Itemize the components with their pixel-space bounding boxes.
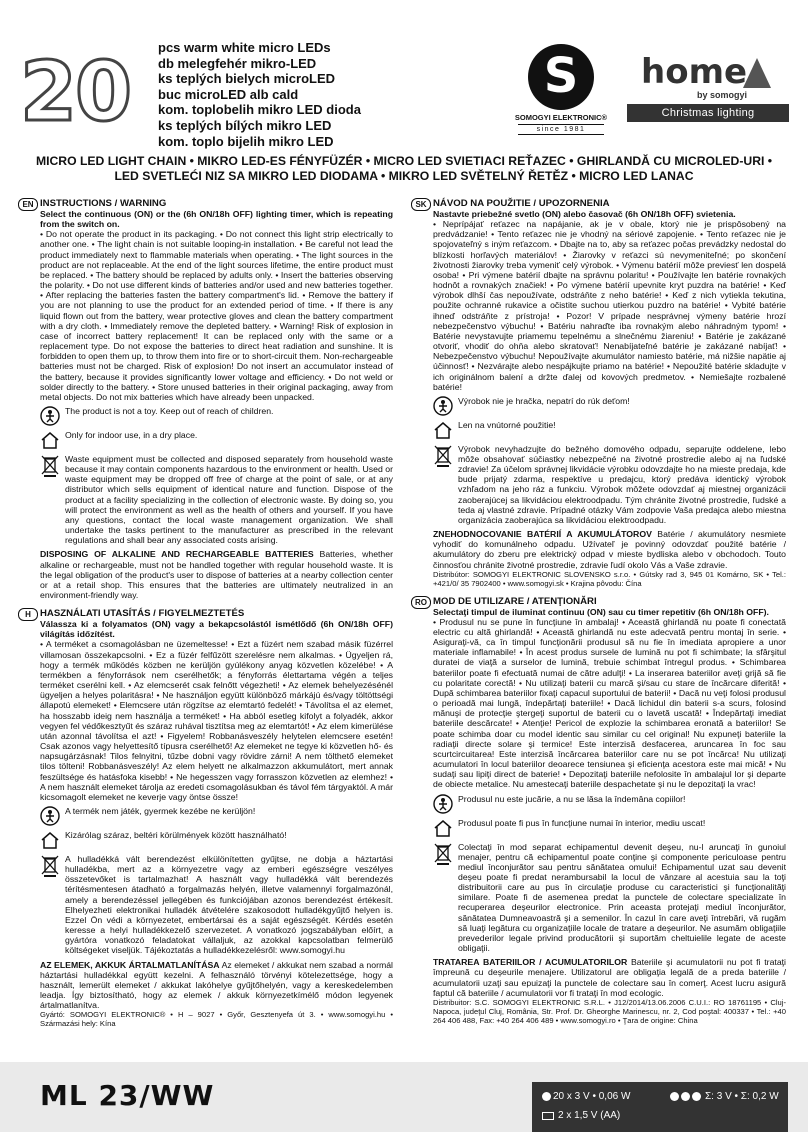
crossed-bin-icon	[40, 854, 60, 874]
toy-row	[40, 406, 393, 426]
disposal-heading: TRATAREA BATERIILOR / ACUMULATORILOR	[433, 957, 628, 968]
indoor-row	[433, 420, 786, 440]
section-sk	[415, 198, 786, 588]
indoor-text: Kizárólag száraz, beltéri körülmények között használható!	[65, 829, 287, 840]
house-icon	[433, 420, 453, 440]
somogyi-name: SOMOGYI ELEKTRONIC®	[514, 113, 608, 122]
section-heading: MOD DE UTILIZARE / ATENŢIONĂRI	[433, 595, 597, 607]
waste-row	[433, 444, 786, 525]
model-number: ML 23/WW	[40, 1079, 215, 1112]
section-lead: Selectaţi timpul de iluminat continuu (ON) sau cu timer repetitiv (6h ON/18h OFF).	[433, 606, 769, 617]
spec-total-text: Σ: 3 V • Σ: 0,2 W	[705, 1091, 779, 1102]
spec-led	[542, 1091, 630, 1102]
child-icon	[433, 396, 453, 416]
spec-total	[670, 1091, 779, 1102]
somogyi-logo	[508, 44, 614, 135]
indoor-row	[40, 830, 393, 850]
home-by: by somogyi	[697, 90, 748, 100]
indoor-text: Produsul poate fi pus în funcţiune numai în interior, mediu uscat!	[458, 817, 706, 828]
tree-icon	[743, 58, 771, 88]
spec-led-text: 20 x 3 V • 0,06 W	[553, 1091, 631, 1102]
maker-info: Gyártó: SOMOGYI ELEKTRONIC® • H – 9027 • Győr, Gesztenyefa út 3. • www.somogyi.hu • Származási hely: Kína	[40, 1010, 393, 1029]
section-heading: HASZNÁLATI UTASÍTÁS / FIGYELMEZTETÉS	[40, 608, 245, 620]
toy-row	[433, 794, 786, 814]
disposal-heading: AZ ELEMEK, AKKUK ÁRTALMATLANÍTÁSA	[40, 959, 220, 970]
crossed-bin-icon	[433, 842, 453, 862]
disposal-paragraph	[433, 529, 786, 570]
spec-battery-text: 2 x 1,5 V (AA)	[558, 1110, 621, 1121]
bulb-icon	[670, 1092, 679, 1101]
crossed-bin-icon	[433, 444, 453, 464]
headline	[20, 154, 788, 184]
waste-text: Waste equipment must be collected and disposed separately from household waste because it may contain components hazardous to the environment or health. Used or waste equipment may be dropped off free of charge at the point of sale, or at any distributor which sells equipment of identical nature and function. Dispose of the product at a facility specializing in the collection of electronic waste. By doing so, you will protect the environment as well as the health of others and yourself. If you have any questions, contact the local waste management organization. We shall undertake the tasks pertinent to the manufacturer as prescribed in the relevant regulations and shall bear any associated costs arising.	[65, 453, 393, 546]
left-column	[22, 198, 393, 1029]
section-body: • Produsul nu se pune în funcţiune în ambalaj! • Această ghirlandă nu poate fi conectată electric cu altă ghirlandă! • Această ghirlandă nu este adecvată pentru montaj în serie. • Asiguraţi-vă, ca în timpul funcţionării produsul să nu fie în imediata apropiere a unor materiale inflamabile! • În acest produs sursele de lumină nu pot fi schimbate; la sfârşitul duratei de viaţă a surselor de lumină, trebuie schimbat întregul produs. • Schimbarea bateriilor poate fi efectuată numai de către adulţi! • La inserarea bateriilor aveţi grijă să fie cu polaritate corectă! • Nu utilizaţi baterii cu marcă şi/sau cu stare de încărcare diferită! • După schimbarea bateriilor fixaţi capacul suportului de baterii! • Dacă nu veţi folosi produsul o perioadă mai lungă, îndepărtaţi bateriile! • Dacă lichidul din baterii s-a scurs, folosind mănuşi de protecţie ştergeţi suportul de baterii cu o lavetă uscată! • Îndepărtaţi imediat bateriile descărcate! • Atenţie! Pericol de explozie la schimbarea eronată a bateriilor! Se poate schimba doar cu model identic sau similar cu cel original! Nu expuneţi bateriile la radiaţii directe solare şi termice! Este interzisă desfacerea, aruncarea în foc sau scurtcircuitarea! Este interzisă încărcarea bateriilor care nu se pot încărca! Nu utilizaţi acumulatori în locul bateriilor deoarece tensiunea şi eficienţa acestora este mai mică! • Nu sudaţi sau lipiţi direct de baterie! • Depozitaţi bateriile nefolosite în ambalajul lor şi departe de obiecte metalice. Nu amestecaţi bateriile despachetate şi nu le depozitaţi la vrac!	[433, 616, 786, 790]
somogyi-s-icon: S	[528, 44, 594, 110]
toy-text: Produsul nu este jucărie, a nu se lăsa la îndemâna copiilor!	[458, 793, 686, 804]
section-heading: NÁVOD NA POUŽITIE / UPOZORNENIA	[433, 198, 610, 209]
section-lead: Select the continuous (ON) or the (6h ON/18h OFF) lighting timer, which is repeating from the switch on.	[40, 209, 393, 230]
disposal-text: Batérie / akumulátory nesmiete vyhodiť do komunálneho odpadu. Užívateľ je povinný odovzdať použité batérie / akumulátory do zberu pre elektrický odpad v mieste bydliska alebo v obchodoch. Touto činnosťou chránite životné prostredie, zdravie ľudí okolo Vás a Vaše zdravie.	[433, 529, 786, 570]
waste-row	[40, 454, 393, 545]
section-lead: Nastavte priebežné svetlo (ON) alebo časovač (6h ON/18h OFF) svietenia.	[433, 209, 736, 219]
disposal-paragraph	[40, 549, 393, 600]
disposal-heading: DISPOSING OF ALKALINE AND RECHARGEABLE BATTERIES	[40, 549, 314, 560]
headline-line: MICRO LED LIGHT CHAIN • MIKRO LED-ES FÉNYFÜZÉR • MICRO LED SVIETIACI REŤAZEC • GHIRLANDĂ CU MICROLED-URI •	[35, 154, 773, 168]
waste-row	[40, 854, 393, 956]
spec-battery	[542, 1110, 620, 1121]
disposal-text: Bateriile şi acumulatorii nu pot fi trataţi împreună cu deşeurile menajere. Utilizatorul are obligaţia legală de a preda bateriile / acumulatorii uzaţi sau epuizaţi la punctele de colectare sau în comerţ. Acest lucru asigură faptul că bateriile / acumulatorii vor fi trataţi în mod ecologic.	[433, 957, 786, 998]
toy-text: A termék nem játék, gyermek kezébe ne kerüljön!	[65, 805, 256, 816]
title-line: db melegfehér mikro-LED	[158, 55, 317, 71]
section-hu	[25, 608, 393, 1029]
house-icon	[40, 430, 60, 450]
title-line: buc microLED alb cald	[158, 86, 299, 102]
toy-row	[40, 806, 393, 826]
title-line: pcs warm white micro LEDs	[158, 40, 331, 55]
title-line: kom. toplo bijelih mikro LED	[158, 133, 334, 149]
waste-text: A hulladékká vált berendezést elkülönítetten gyűjtse, ne dobja a háztartási hulladékba, mert az a környezetre vagy az emberi egészségre veszélyes összetevőket is tartalmazhat! A használt vagy hulladékká vált berendezés térítésmentesen átadható a forgalmazás helyén, illetve valamennyi forgalmazónál, amely a berendezéssel jellegében és funkciójában azonos berendezést értékesít. Elhelyezheti elektronikai hulladék átvételére szakosodott hulladékgyűjtő helyen is. Ezzel Ön védi a környezetet, embertársai és a saját egészségét. Kérdés esetén keresse a helyi hulladékkezelő szervezetet. A vonatkozó jogszabályban előírt, a gyártóra vonatkozó feladatokat vállaljuk, az azokkal kapcsolatban felmerülő költségeket viseljük. Tájékoztatás a hulladékkezelésről: www.somogyi.hu	[65, 853, 393, 956]
section-en	[22, 198, 393, 600]
maker-info: Distribútor: SOMOGYI ELEKTRONIC SLOVENSKO s.r.o. • Gútsky rad 3, 945 01 Komárno, SK • Tel.: +421/0/ 35 7902400 • www.somogyi.sk • Krajina pôvodu: Čína	[433, 569, 786, 588]
child-icon	[40, 406, 60, 426]
product-titles	[158, 40, 361, 149]
house-icon	[433, 818, 453, 838]
bulb-icon	[692, 1092, 701, 1101]
waste-text: Výrobok nevyhadzujte do bežného domového odpadu, separujte oddelene, lebo môže obsahovať súčiastky nebezpečné na životné prostredie alebo aj na ľudské zdravie! Za účelom správnej likvidácie výrobku odovzdajte ho na mieste predaja, kde bude prijatý zdarma, respektíve u predajcu, ktorý predáva identický výrobok vzhľadom na jeho ráz a funkciu. Výrobok môžete odovzdať aj miestnej organizácii zaoberajúcej sa likvidáciou elektroodpadu. Tým chránite životné prostredie, ľudské a teda aj vlastné zdravie. Prípadné otázky Vám zodpovie Vaša predajca alebo miestna organizácia zaoberajúca sa likvidáciou elektroodpadu.	[458, 443, 786, 525]
home-logo	[627, 52, 789, 122]
waste-row	[433, 842, 786, 954]
title-line: kom. toplobelih mikro LED dioda	[158, 102, 361, 118]
disposal-text: Az elemeket / akkukat nem szabad a normál háztartási hulladékkal együtt kezelni. A felhasználó törvényi kötelezettsége, hogy a használt, lemerült elemeket / akkukat lakóhelye gyűjtőhelyén, vagy a kereskedelemben leadja. Így biztosítható, hogy az elemek / akkuk környezetkímélő módon legyenek ártalmatlanítva.	[40, 959, 393, 1011]
disposal-heading: ZNEHODNOCOVANIE BATÉRIÍ A AKUMULÁTOROV	[433, 529, 652, 540]
right-column	[415, 198, 786, 1025]
spec-box	[532, 1082, 788, 1132]
child-icon	[40, 806, 60, 826]
section-body: • Do not operate the product in its packaging. • Do not connect this light strip electrically to another one. • The light chain is not suitable looping-in installation. • Be careful not lead the product immediately next to flammable materials when operating. • The light sources in the product are not replaceable. At the end of the light sources lifetime, the entire product must be replaced. • The battery should be replaced by adults only. • Insert the batteries observing the polarity. • Do not use different kinds of batteries and/or used and new batteries together. • After replacing the batteries fasten the battery compartment's lid. • Remove the battery if you are not planning to use the product for an extended period of time. • If there is any liquid flown out from the battery, wear protective gloves and clean the battery compartment with a dry cloth. • Immediately remove the depleted battery. • Warning! Risk of explosion in case of incorrect battery replacement! It can be replaced only with the same or a replacement type. Do not expose the batteries to direct heat radiation and sunshine. It is forbidden to open them up, to throw them into fire or to short-circuit them. Non-rechargeable batteries must not be charged. Risk of explosion! Do not insert an accumulator instead of the battery, because it provides significantly lower voltage and efficiency. • Do not weld or solder directly to the battery. • Store unused batteries in their original packaging, away from metal objects. Do not mix batteries which have already been unpacked.	[40, 229, 393, 402]
section-lead: Válassza ki a folyamatos (ON) vagy a bekapcsolástól ismétlődő (6h ON/18h OFF) világítás időzítést.	[40, 619, 393, 640]
indoor-text: Only for indoor use, in a dry place.	[65, 429, 198, 440]
section-ro	[415, 595, 786, 1025]
house-icon	[40, 830, 60, 850]
home-tagline: Christmas lighting	[627, 104, 789, 122]
section-heading: INSTRUCTIONS / WARNING	[40, 198, 167, 209]
lang-badge-hu: H	[18, 608, 38, 621]
title-line: ks teplých bielych microLED	[158, 71, 336, 87]
crossed-bin-icon	[40, 454, 60, 474]
disposal-paragraph	[433, 957, 786, 998]
somogyi-since: since 1981	[518, 124, 604, 135]
disposal-text: Batteries, whether alkaline or rechargeable, must not be handled together with regular household waste. It is the legal obligation of the product's user to dispose of batteries at a nearby collection center or at a retail shop. This ensures that the batteries are ultimately neutralized in an environment-friendly way.	[40, 549, 393, 600]
lang-badge-ro: RO	[411, 596, 431, 609]
toy-text: The product is not a toy. Keep out of reach of children.	[65, 405, 274, 416]
indoor-text: Len na vnútorné použitie!	[458, 419, 556, 430]
lang-badge-en: EN	[18, 198, 38, 211]
bulb-icon	[681, 1092, 690, 1101]
title-line: ks teplých bílých mikro LED	[158, 117, 332, 133]
header	[0, 0, 808, 150]
section-body: • A terméket a csomagolásban ne üzemeltesse! • Ezt a füzért nem szabad másik füzérrel villamosan összekapcsolni. • Ez a füzér felfűzött szerelésre nem alkalmas. • Ügyeljen rá, hogy a termék működés közben ne kerüljön gyúlékony anyag közvetlen közelébe! • A termékben a fényforrások nem cserélhetők; a fényforrás élettartama végén a teljes terméket cserélni kell. • Az elemcserét csak felnőtt végezheti! • Az elemek behelyezésénél ügyeljen a helyes polaritásra! • Ne használjon együtt különböző márkájú és/vagy töltöttségi állapotú elemeket! • Elemcsere után rögzítse az elemtartó fedelét! • Távolítsa el az elemet, ha hosszabb ideig nem használja a terméket! • Ha abból esetleg kifolyt a folyadék, akkor vegyen fel védőkesztyűt és száraz ruhával tisztítsa meg az elemtartót! • Az elem kimerülése után azonnal távolítsa el azt! • Figyelem! Robbanásveszély helytelen elemcsere esetén! Csak azonos vagy helyettesítő típusra cserélhető! Az elemeket ne tegye ki közvetlen hő- és napsugárzásnak! Tilos felnyitni, tűzbe dobni vagy rövidre zárni! A nem tölthető elemeket tilos tölteni! Robbanásveszély! Az elem helyett ne alkalmazzon akkumulátort, mert annak feszültsége és hatásfoka kisebb! • Ne hegesszen vagy forrasszon közvetlen az elemhez! • A nem használt elemeket tárolja az eredeti csomagolásukban és távol fém tárgyaktól. A már kicsomagolt elemeket ne keverje vagy öntse össze!	[40, 639, 393, 802]
section-body: • Neprípájať reťazec na napájanie, ak je v obale, ktorý nie je prispôsobený na predvádzanie! • Tento reťazec nie je vhodný na sériové zapojenie. • Tento reťazec nie je spojovateľný s iným reťazcom. • Dbajte na to, aby sa reťazec počas prevádzky nedostal do blízkosti horľavých materiálov! • Žiarovky v reťazci sú nevymeniteľné; po skončení životnosti žiarovky treba vymeniť celý výrobok. • Výmenu batérií môže previesť len dospelá osoba! • Pri výmene batérií dbajte na správnu polaritu! • Používajte len batérie rovnakých hodnôt a rovnakých značiek! • Po výmene batérií upevnite kryt puzdra na batérie! • Keď výrobok dlhší čas nepoužívate, odstráňte z neho batérie! • Keď z nich vytiekla tekutina, použite ochranné rukavice a očistite suchou utierkou puzdro na batérie! • Vybité batérie ihneď odstráňte z prístroja! • Pozor! V prípade nesprávnej výmeny batérie hrozí nebezpečenstvo výbuchu! • Batériu nahraďte iba rovnakým alebo náhradným typom! • Batérie nevystavujte priamemu tepelnému a slnečnému žiareniu! • Batérie je zakázané otvoriť, vhodiť do ohňa alebo skratovať! Nenabíjateľné batérie je zakázané nabíjať! • Nebezpečenstvo výbuchu! Nepoužívajte akumulátor namiesto batérie, má nižšie napätie aj účinnosť! • Nezvárajte alebo nespájkujte priamo na batérie! • Nepoužité batérie skladujte v ich originálnom balení a držte ďalej od kovových predmetov. • Nemiešajte rozbalené batérie!	[433, 219, 786, 392]
toy-text: Výrobok nie je hračka, nepatrí do rúk deťom!	[458, 395, 630, 406]
toy-row	[433, 396, 786, 416]
bulb-icon	[542, 1092, 551, 1101]
piece-count: 20	[20, 45, 131, 140]
battery-icon	[542, 1112, 554, 1120]
disposal-paragraph	[40, 960, 393, 1011]
indoor-row	[433, 818, 786, 838]
headline-line: LED SVETLEĆI NIZ SA MIKRO LED DIODAMA • MIKRO LED SVĚTELNÝ ŘETĚZ • MICRO LED LANAC	[114, 169, 694, 183]
lang-badge-sk: SK	[411, 198, 431, 211]
home-word: home	[641, 52, 748, 92]
indoor-row	[40, 430, 393, 450]
waste-text: Colectaţi în mod separat echipamentul devenit deşeu, nu-l aruncaţi în gunoiul menajer, pentru că echipamentul poate conţine şi componente periculoase pentru mediul înconjurător sau pentru sănătatea omului! Echipamentul uzat sau devenit deşeu poate fi predat nerambursabil la locul de vânzare al acestuia sau la toţi distribuitorii care au pus în circulaţie produse cu caracteristici şi funcţionalităţi similare. Poate fi de asemenea predat la punctele de colectare specializate în recuperarea deşeurilor electronice. Prin aceasta protejaţi mediul înconjurător, sănătatea Dumneavoastră şi a semenilor. În cazul în care aveţi întrebări, vă rugăm să luaţi legătura cu organizaţiile locale de tratare a deşeurilor. Ne asumăm obligaţiile prevederilor legale privind producătorii şi suportăm cheltuielile legate de aceste obligaţii.	[458, 841, 786, 954]
child-icon	[433, 794, 453, 814]
maker-info: Distribuitor: S.C. SOMOGYI ELEKTRONIC S.R.L. • J12/2014/13.06.2006 C.U.I.: RO 18761195 • Cluj-Napoca, judeţul Cluj, România, Str. Prof. Dr. Gheorghe Marinescu, nr. 2, Cod poştal: 400337 • Tel.: +40 264 406 488, Fax: +40 264 406 489 • www.somogyi.ro • Ţara de origine: China	[433, 997, 786, 1025]
